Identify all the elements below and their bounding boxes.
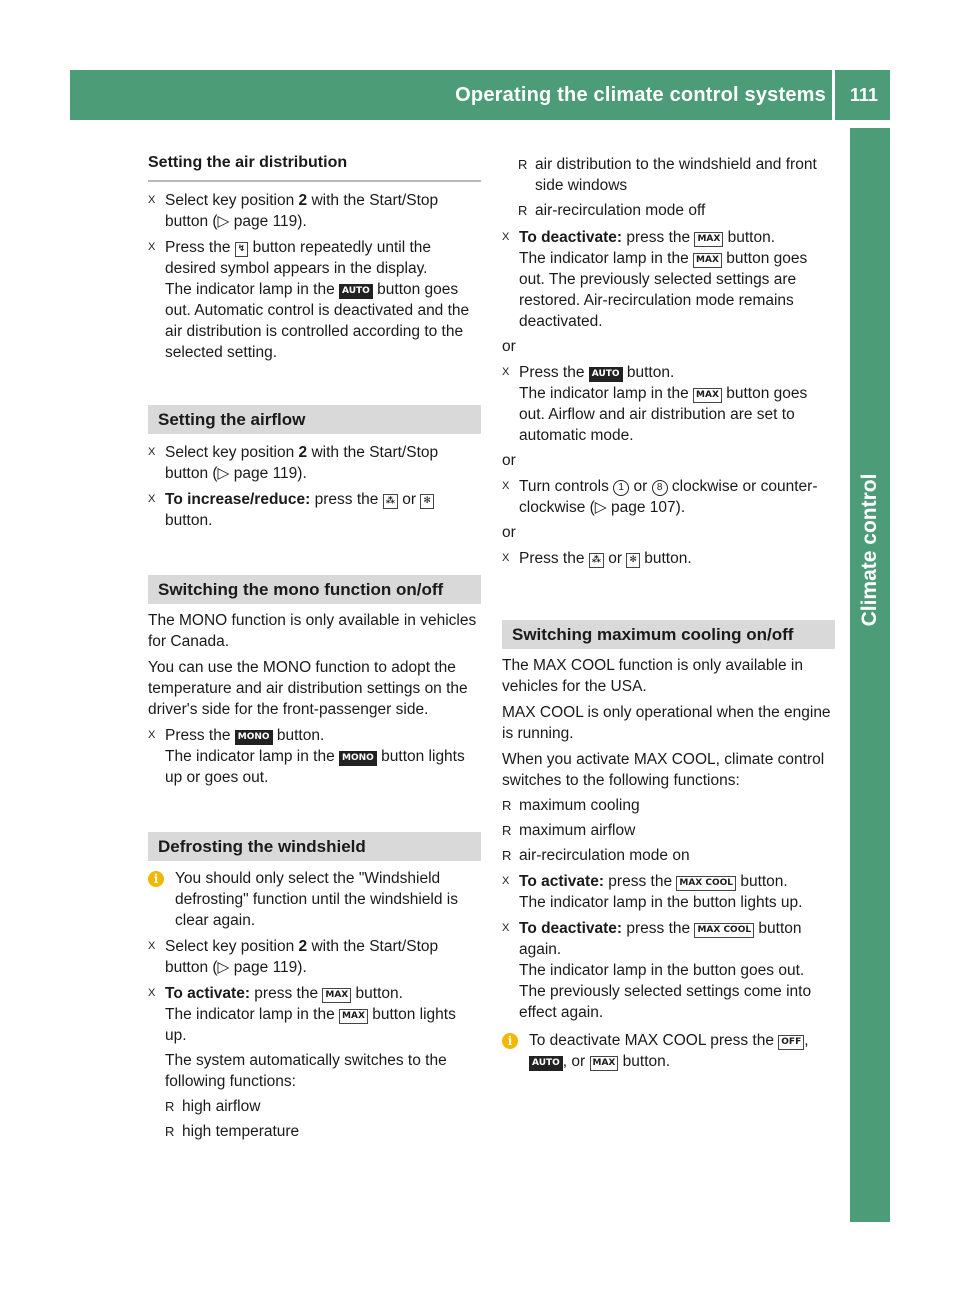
step-text: The indicator lamp in the xyxy=(165,281,340,298)
step-text: Press the xyxy=(165,727,235,744)
step-marker-icon: X xyxy=(148,729,156,741)
defrost-button-icon: MAX xyxy=(694,232,723,247)
paragraph: The MAX COOL function is only available in vehicles for the USA. xyxy=(502,657,803,695)
step-marker-icon: X xyxy=(148,987,156,999)
step-text: button. xyxy=(639,550,692,567)
fan-increase-button-icon: ⁂ xyxy=(383,494,398,509)
step-text: press the xyxy=(604,873,677,890)
info-text: To deactivate MAX COOL press the xyxy=(529,1032,779,1049)
auto-button-icon: AUTO xyxy=(589,367,623,382)
defrost-button-icon: MAX xyxy=(339,1009,368,1024)
step-item xyxy=(148,442,481,484)
step-text: Press the xyxy=(165,239,235,256)
step-item xyxy=(148,936,481,978)
step-text: Select key position xyxy=(165,192,299,209)
step-marker-icon: X xyxy=(502,552,510,564)
or-text: or xyxy=(502,524,516,541)
section-max-cool xyxy=(502,620,835,1072)
info-text: button. xyxy=(618,1053,671,1070)
header-title: Operating the climate control systems xyxy=(455,84,826,106)
step-item xyxy=(502,548,835,569)
step-text: button again. xyxy=(519,920,802,958)
step-marker-icon: X xyxy=(502,875,510,887)
or-text: or xyxy=(502,452,516,469)
or-text: or xyxy=(502,338,516,355)
max-cool-button-icon: MAX COOL xyxy=(676,876,736,891)
step-item xyxy=(502,476,835,518)
step-marker-icon: X xyxy=(148,194,156,206)
fan-decrease-button-icon: ✻ xyxy=(626,553,640,568)
section-air-distribution xyxy=(148,152,481,363)
step-text: The indicator lamp in the button goes out. xyxy=(519,962,805,979)
step-text: with the Start/Stop button (▷ page 119). xyxy=(165,444,439,482)
step-text: button goes out. The previously selected settings are restored. Air-recirculation mode remains deactivated. xyxy=(519,250,808,330)
step-item xyxy=(148,489,481,531)
step-text: Press the xyxy=(519,550,589,567)
step-item xyxy=(502,362,835,446)
step-marker-icon: X xyxy=(148,940,156,952)
step-text: button. xyxy=(351,985,403,1002)
info-icon: i xyxy=(502,1033,518,1049)
section-heading: Switching maximum cooling on/off xyxy=(502,620,835,649)
paragraph: When you activate MAX COOL, climate control switches to the following functions: xyxy=(502,751,825,789)
bullet-marker-icon: R xyxy=(502,798,512,813)
bullet-text: air-recirculation mode on xyxy=(519,847,690,864)
section-mono xyxy=(148,575,481,788)
step-text: with the Start/Stop button (▷ page 119). xyxy=(165,192,439,230)
section-heading: Defrosting the windshield xyxy=(148,832,481,861)
bullet-item xyxy=(165,1096,481,1117)
step-text: Turn controls xyxy=(519,478,614,495)
control-8-icon: 8 xyxy=(652,480,668,496)
step-text: Press the xyxy=(519,364,589,381)
defrost-button-icon: MAX xyxy=(693,253,722,268)
step-label: To deactivate: xyxy=(519,920,623,937)
step-label: To activate: xyxy=(519,873,604,890)
bullet-marker-icon: R xyxy=(518,203,528,218)
info-icon: i xyxy=(148,871,164,887)
mono-button-icon: MONO xyxy=(339,751,377,766)
header-separator xyxy=(832,70,835,120)
step-text: or xyxy=(604,550,627,567)
step-text: button lights up. xyxy=(165,1006,456,1044)
bullet-item xyxy=(502,820,835,841)
key-position: 2 xyxy=(298,938,308,955)
step-text: button goes out. Airflow and air distribution are set to automatic mode. xyxy=(519,385,808,444)
bullet-item xyxy=(502,154,835,196)
bullet-marker-icon: R xyxy=(502,848,512,863)
defrost-button-icon: MAX xyxy=(693,388,722,403)
bullet-marker-icon: R xyxy=(518,157,528,172)
section-heading: Setting the airflow xyxy=(148,405,481,434)
step-text: press the xyxy=(310,491,383,508)
step-text: Select key position xyxy=(165,444,299,461)
bullet-item xyxy=(165,1121,481,1142)
bullet-item xyxy=(502,845,835,866)
step-text: button repeatedly until the desired symbol appears in the display. xyxy=(165,239,432,277)
key-position: 2 xyxy=(298,192,308,209)
info-text: You should only select the "Windshield defrosting" function until the windshield is clear again. xyxy=(175,870,458,929)
fan-increase-button-icon: ⁂ xyxy=(589,553,604,568)
step-text: button. xyxy=(723,229,776,246)
key-position: 2 xyxy=(298,444,308,461)
off-button-icon: OFF xyxy=(778,1035,804,1050)
step-label: To increase/reduce: xyxy=(165,491,311,508)
bullet-text: maximum airflow xyxy=(519,822,636,839)
control-1-icon: 1 xyxy=(613,480,629,496)
bullet-item xyxy=(502,795,835,816)
bullet-marker-icon: R xyxy=(165,1099,175,1114)
step-item xyxy=(148,190,481,232)
step-label: To activate: xyxy=(165,985,250,1002)
side-tab-label: Climate control xyxy=(858,473,881,627)
bullet-text: maximum cooling xyxy=(519,797,640,814)
max-cool-button-icon: MAX COOL xyxy=(694,923,754,938)
side-tab xyxy=(850,128,890,1222)
bullet-marker-icon: R xyxy=(502,823,512,838)
defrost-button-icon: MAX xyxy=(322,988,351,1003)
bullet-text: air distribution to the windshield and front side windows xyxy=(535,156,817,194)
step-text: Select key position xyxy=(165,938,299,955)
step-item xyxy=(148,725,481,788)
info-text: , xyxy=(804,1032,809,1049)
step-item xyxy=(502,871,835,913)
step-marker-icon: X xyxy=(148,493,156,505)
step-marker-icon: X xyxy=(502,231,510,243)
step-item xyxy=(502,918,835,1023)
step-text: The indicator lamp in the xyxy=(519,250,694,267)
section-airflow xyxy=(148,405,481,531)
step-text: button. xyxy=(272,727,325,744)
info-text: , or xyxy=(562,1053,590,1070)
step-text: with the Start/Stop button (▷ page 119). xyxy=(165,938,439,976)
step-text: The system automatically switches to the following functions: xyxy=(165,1052,447,1090)
page-number: 111 xyxy=(849,85,879,105)
paragraph: MAX COOL is only operational when the engine is running. xyxy=(502,704,831,742)
step-text: button. xyxy=(622,364,675,381)
step-text: press the xyxy=(250,985,323,1002)
step-text: The indicator lamp in the xyxy=(165,1006,340,1023)
info-note xyxy=(148,868,481,931)
section-defrost xyxy=(148,832,481,1142)
step-text: button goes out. Automatic control is deactivated and the air distribution is controlled according to the selected setting. xyxy=(165,281,470,361)
step-text: The previously selected settings come into effect again. xyxy=(519,983,812,1021)
defrost-continued xyxy=(502,154,835,569)
step-marker-icon: X xyxy=(502,480,510,492)
step-text: The indicator lamp in the xyxy=(519,385,694,402)
bullet-text: high airflow xyxy=(182,1098,261,1115)
air-distribution-button-icon: ↯ xyxy=(235,242,249,257)
step-text: press the xyxy=(622,229,695,246)
step-text: button lights up or goes out. xyxy=(165,748,465,786)
info-note xyxy=(502,1030,835,1072)
paragraph: You can use the MONO function to adopt the temperature and air distribution settings on the driver's side for the front-passenger side. xyxy=(148,659,468,718)
page-header xyxy=(70,70,890,120)
mono-button-icon: MONO xyxy=(235,730,273,745)
step-marker-icon: X xyxy=(502,366,510,378)
step-item xyxy=(502,227,835,332)
paragraph: The MONO function is only available in vehicles for Canada. xyxy=(148,612,477,650)
step-marker-icon: X xyxy=(148,241,156,253)
section-heading: Switching the mono function on/off xyxy=(148,575,481,604)
step-marker-icon: X xyxy=(502,922,510,934)
step-item xyxy=(148,237,481,363)
step-text: button. xyxy=(736,873,788,890)
defrost-button-icon: MAX xyxy=(590,1056,619,1071)
bullet-marker-icon: R xyxy=(165,1124,175,1139)
auto-button-icon: AUTO xyxy=(529,1056,563,1071)
step-text: button. xyxy=(165,512,213,529)
step-text: press the xyxy=(622,920,695,937)
section-heading: Setting the air distribution xyxy=(148,152,481,182)
step-text: The indicator lamp in the button lights up. xyxy=(519,894,803,911)
bullet-item xyxy=(502,200,835,221)
step-text: or xyxy=(629,478,652,495)
fan-decrease-button-icon: ✻ xyxy=(420,494,434,509)
step-label: To deactivate: xyxy=(519,229,623,246)
bullet-text: air-recirculation mode off xyxy=(535,202,706,219)
auto-button-icon: AUTO xyxy=(339,284,373,299)
bullet-text: high temperature xyxy=(182,1123,300,1140)
step-marker-icon: X xyxy=(148,446,156,458)
step-item xyxy=(148,983,481,1142)
step-text: or xyxy=(397,491,421,508)
step-text: clockwise or counter-clockwise (▷ page 107). xyxy=(519,478,818,516)
step-text: The indicator lamp in the xyxy=(165,748,340,765)
